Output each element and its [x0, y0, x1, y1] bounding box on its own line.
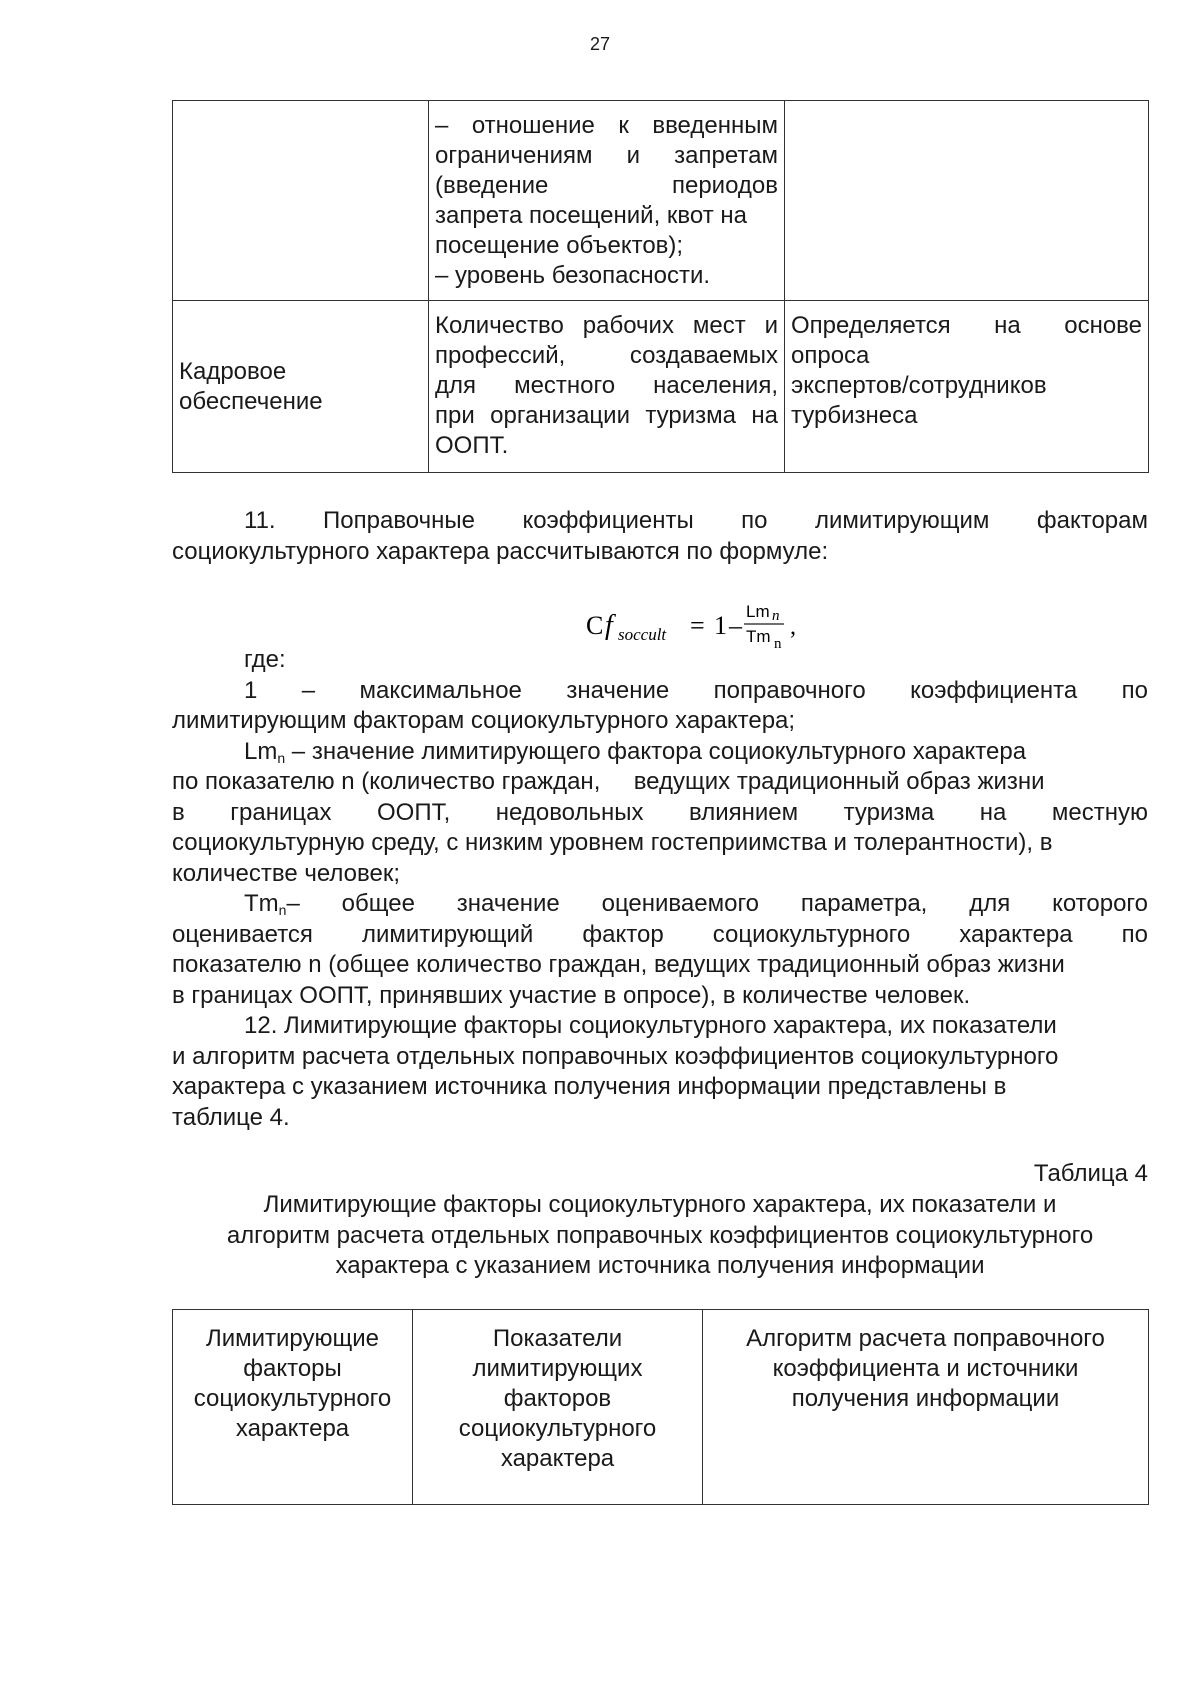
header-line: характера — [500, 1445, 615, 1472]
definitions-block — [172, 645, 1148, 1133]
title-line: алгоритм расчета отдельных поправочных коэффициентов социокультурного — [226, 1221, 1094, 1249]
formula-denominator-sub: n — [774, 636, 782, 650]
paragraph-line: количестве человек; — [172, 859, 401, 887]
paragraph-line: социокультурного характера рассчитываются по формуле: — [172, 537, 829, 565]
header-line: социокультурного — [193, 1385, 392, 1412]
cell-line: запрета посещений, квот на — [435, 202, 747, 229]
formula-numerator: Lm — [746, 602, 770, 621]
table-header-row — [173, 1310, 1149, 1505]
paragraph-line — [172, 737, 1148, 768]
header-line: получения информации — [791, 1385, 1060, 1412]
tm-symbol: Tm — [244, 890, 279, 917]
header-line: факторов — [503, 1385, 612, 1412]
header-line: Лимитирующие — [205, 1325, 380, 1352]
table-row — [173, 301, 1149, 473]
table-cell — [173, 301, 429, 473]
cell-line: посещение объектов); — [435, 232, 684, 259]
title-line: характера с указанием источника получения информации — [335, 1252, 985, 1279]
tm-subscript: n — [278, 902, 287, 918]
paragraph-line: показателю n (общее количество граждан, ведущих традиционный образ жизни — [172, 951, 1065, 978]
lm-symbol: Lm — [244, 737, 278, 765]
paragraph-line: в границах ООПТ, принявших участие в опросе), в количестве человек. — [172, 981, 971, 1009]
formula-f: f — [605, 610, 613, 641]
header-cell-indicators — [413, 1310, 703, 1505]
paragraph-line: 12. Лимитирующие факторы социокультурного характера, их показатели — [244, 1012, 1057, 1039]
table-cell — [785, 101, 1149, 301]
formula-minus: – — [729, 611, 742, 640]
formula — [586, 596, 826, 650]
cell-line: ООПТ. — [435, 432, 509, 459]
table-row — [173, 101, 1149, 301]
formula-comma: , — [790, 614, 796, 640]
cell-line: при организации туризма на — [435, 402, 778, 429]
formula-c: C — [586, 611, 604, 640]
cell-line: обеспечение — [179, 387, 323, 415]
cell-line: Кадровое — [179, 357, 287, 385]
cell-line: экспертов/сотрудников — [791, 372, 1047, 399]
table-cell — [785, 301, 1149, 473]
cell-line: профессий, создаваемых — [435, 342, 778, 369]
formula-one: 1 — [714, 611, 727, 640]
table-4 — [172, 1309, 1149, 1505]
paragraph-11 — [172, 506, 1148, 567]
paragraph-line: в границах ООПТ, недовольных влиянием туризма на местную — [172, 798, 1148, 826]
paragraph-line: оценивается лимитирующий фактор социокультурного характера по — [172, 920, 1148, 948]
paragraph-line: и алгоритм расчета отдельных поправочных коэффициентов социокультурного — [172, 1042, 1059, 1070]
cell-line: – уровень безопасности. — [435, 262, 711, 289]
paragraph-line: характера с указанием источника получения информации представлены в — [172, 1073, 1007, 1100]
formula-sub: soccult — [618, 625, 667, 644]
cell-line: турбизнеса — [791, 402, 918, 429]
paragraph-line: 1 – максимальное значение поправочного коэффициента по — [244, 676, 1148, 704]
table-title — [172, 1190, 1148, 1282]
table-cell — [429, 301, 785, 473]
cell-line: (введение периодов — [435, 172, 778, 199]
lm-subscript: n — [277, 749, 286, 766]
top-table — [172, 100, 1149, 473]
header-cell-factors — [173, 1310, 413, 1505]
paragraph-line: лимитирующим факторам социокультурного характера; — [172, 707, 796, 734]
cell-line: Определяется на основе — [791, 312, 1142, 339]
cell-line: опроса — [791, 342, 870, 369]
table-cell — [429, 101, 785, 301]
cell-line: ограничениям и запретам — [435, 142, 778, 169]
header-cell-algorithm — [703, 1310, 1149, 1505]
formula-equals: = — [690, 611, 705, 640]
header-line: лимитирующих — [472, 1355, 643, 1382]
paragraph-line: социокультурную среду, с низким уровнем гостеприимства и толерантности), в — [172, 829, 1053, 856]
header-line: факторы — [243, 1355, 342, 1382]
cell-line: – отношение к введенным — [435, 112, 778, 139]
title-line: Лимитирующие факторы социокультурного характера, их показатели и — [263, 1191, 1057, 1218]
table-cell — [173, 101, 429, 301]
tm-definition: – общее значение оцениваемого параметра, для которого — [286, 890, 1148, 917]
formula-denominator: Tm — [746, 627, 771, 646]
lm-definition: – значение лимитирующего фактора социокультурного характера — [285, 737, 1027, 765]
paragraph-line: по показателю n (количество граждан, ведущих традиционный образ жизни — [172, 768, 1045, 795]
formula-numerator-sub: n — [772, 608, 780, 624]
page-number: 27 — [589, 34, 611, 54]
where-label: где: — [244, 646, 286, 673]
header-line: коэффициента и источники — [772, 1355, 1079, 1382]
table-label: Таблица 4 — [1033, 1160, 1148, 1187]
cell-line: для местного населения, — [435, 372, 778, 399]
header-line: Алгоритм расчета поправочного — [746, 1325, 1105, 1352]
paragraph-line: 11. Поправочные коэффициенты по лимитирующим факторам — [244, 507, 1148, 534]
header-line: характера — [235, 1415, 350, 1442]
cell-line: Количество рабочих мест и — [435, 312, 778, 339]
paragraph-line: таблице 4. — [172, 1103, 290, 1131]
paragraph-line — [172, 889, 1148, 920]
header-line: Показатели — [492, 1325, 623, 1352]
header-line: социокультурного — [458, 1415, 657, 1442]
